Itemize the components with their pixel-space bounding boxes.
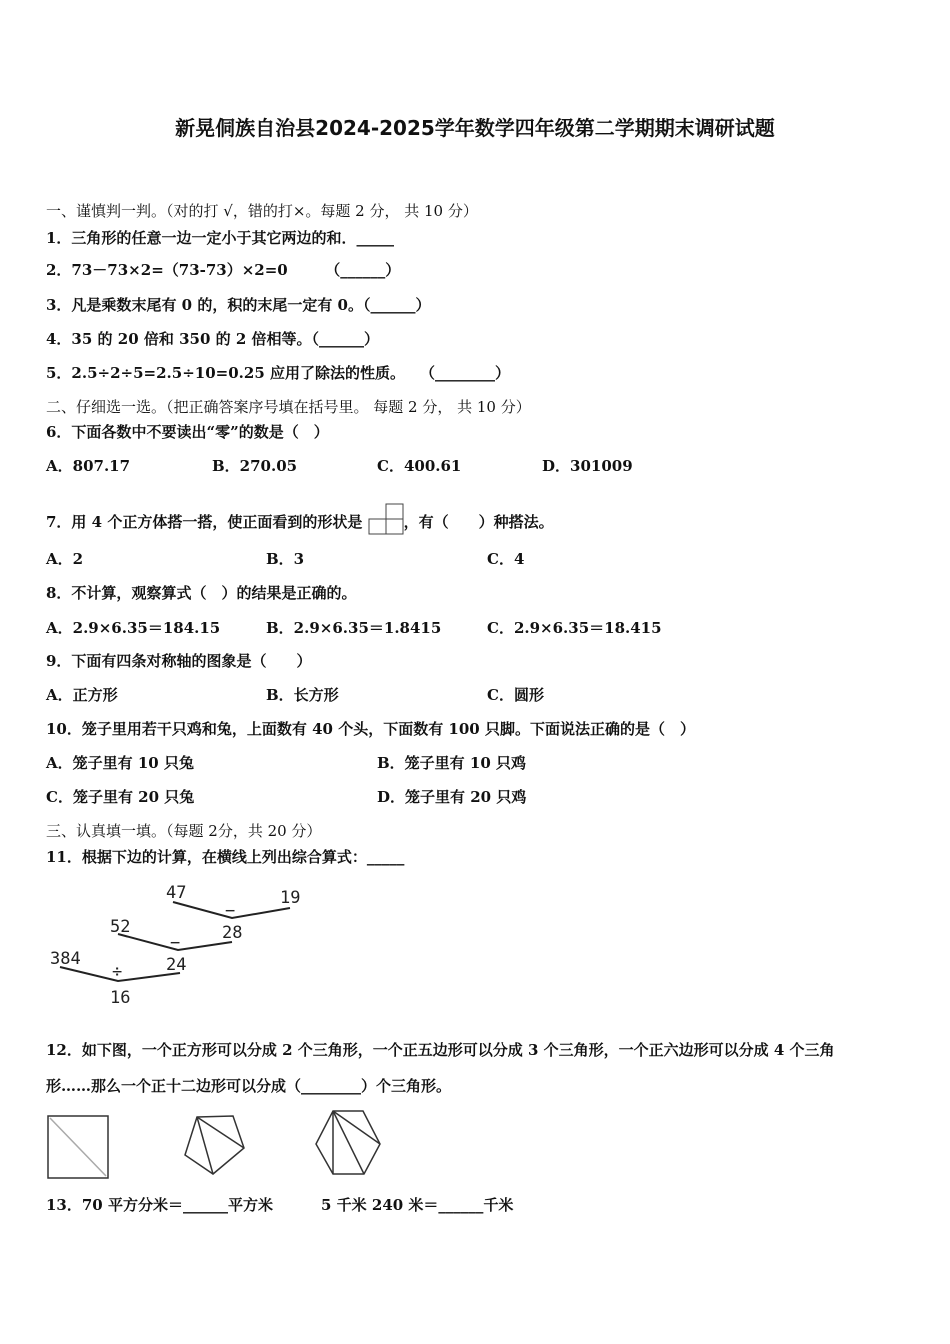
diagram-operator: − [170,933,181,953]
calculation-diagram [60,902,290,981]
section-3-heading: 三、认真填一填。（每题 2分，共 20 分） [46,822,322,840]
diagram-number: 384 [50,949,81,969]
diagram-number: 47 [166,883,187,903]
question-1: 1．三角形的任意一边一定小于其它两边的和．_____ [46,229,394,247]
option-b: B．笼子里有 10 只鸡 [377,754,526,772]
diagram-number: 19 [280,888,301,908]
option-a: A．2.9×6.35＝184.15 [46,619,221,637]
pentagon-figure [185,1116,244,1174]
diagram-number: 24 [166,955,187,975]
section-2-heading: 二、仔细选一选。（把正确答案序号填在括号里。 每题 2 分， 共 10 分） [46,398,531,416]
diagram-number: 16 [110,988,131,1008]
option-c: C．笼子里有 20 只兔 [46,788,195,806]
diagram-branch-2 [118,934,232,950]
question-12-line-1: 12．如下图，一个正方形可以分成 2 个三角形，一个正五边形可以分成 3 个三角形，一个正六边形可以分成 4 个三角 [46,1041,835,1059]
option-c: C．2.9×6.35＝18.415 [487,619,662,637]
option-a: A．笼子里有 10 只兔 [46,754,194,772]
question-10: 10．笼子里用若干只鸡和兔，上面数有 40 个头，下面数有 100 只脚。下面说法正确的是（ ） [46,720,695,738]
front-view-figure [368,503,404,535]
diagram-number: 52 [110,917,131,937]
square-figure [48,1116,108,1178]
question-7-text: 7．用 4 个正方体搭一搭，使正面看到的形状是 [46,513,363,531]
option-d: D．301009 [542,457,633,475]
diagram-number: 28 [222,923,243,943]
hexagon-figure [316,1111,380,1174]
option-a: A．正方形 [46,686,118,704]
diagram-branch-1 [173,902,290,918]
option-a: A．2 [46,550,84,568]
option-c: C．4 [487,550,525,568]
question-11: 11．根据下边的计算，在横线上列出综合算式：_____ [46,848,405,866]
option-b: B．长方形 [266,686,339,704]
option-b: B．270.05 [212,457,298,475]
question-8: 8．不计算，观察算式（ ）的结果是正确的。 [46,584,357,602]
diagram-operator: ÷ [112,962,123,982]
diagram-branch-3 [60,967,180,981]
question-13-part-b: 5 千米 240 米＝______千米 [321,1196,514,1214]
question-3: 3．凡是乘数末尾有 0 的，积的末尾一定有 0。（______） [46,296,431,314]
option-b: B．3 [266,550,305,568]
option-b: B．2.9×6.35＝1.8415 [266,619,442,637]
page-title: 新晃侗族自治县2024-2025学年数学四年级第二学期期末调研试题 [175,116,775,140]
section-1-heading: 一、谨慎判一判。（对的打 √，错的打×。每题 2 分， 共 10 分） [46,202,478,220]
question-4: 4．35 的 20 倍和 350 的 2 倍相等。（______） [46,330,379,348]
question-7 [46,503,554,535]
question-7-text-end: ，有（ ）种搭法。 [403,513,554,531]
question-9: 9．下面有四条对称轴的图象是（ ） [46,652,312,670]
question-12-line-2: 形……那么一个正十二边形可以分成（________）个三角形。 [46,1077,452,1095]
question-13-part-a: 13．70 平方分米＝______平方米 [46,1196,273,1214]
question-6: 6．下面各数中不要读出“零”的数是（ ） [46,423,329,441]
option-c: C．400.61 [377,457,462,475]
question-5: 5．2.5÷2÷5=2.5÷10=0.25 应用了除法的性质。 （________） [46,364,510,382]
option-a: A．807.17 [46,457,131,475]
option-d: D．笼子里有 20 只鸡 [377,788,527,806]
question-2: 2．73－73×2=（73-73）×2=0 （______） [46,261,401,279]
option-c: C．圆形 [487,686,544,704]
diagram-operator: − [225,901,236,921]
